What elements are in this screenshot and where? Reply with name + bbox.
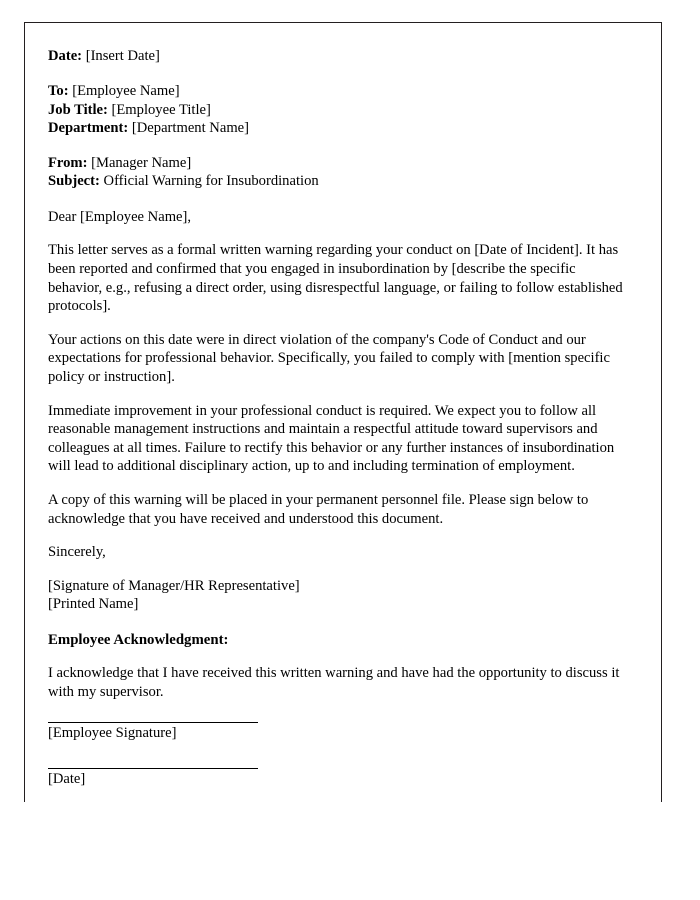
field-job-title-value: [Employee Title] [111,101,211,118]
spacer [48,649,623,664]
field-to [48,82,623,100]
spacer [48,226,623,241]
employee-date-caption: [Date] [48,771,86,788]
field-subject-value: Official Warning for Insubordination [103,173,319,190]
field-date [48,47,623,65]
paragraph-personnel-file: A copy of this warning will be placed in your permanent personnel file. Please sign below to acknowledge that you have received and understood this document. [48,491,589,527]
field-from [48,154,623,172]
field-date-value: [Insert Date] [85,48,160,64]
spacer [48,562,623,577]
salutation: Dear [Employee Name], [48,208,192,225]
field-from-value: [Manager Name] [91,155,192,172]
manager-printed-name-placeholder: [Printed Name] [48,596,139,613]
spacer [48,137,623,154]
employee-signature-rule[interactable] [48,722,258,723]
spacer [48,742,623,768]
paragraph-incident: This letter serves as a formal written warning regarding your conduct on [Date of Incident]. It has been reported and confirmed that you engaged in insubordination by [describe the specific behavior, e.g., refusing a direct order, using disrespectful language, or failing to follow established protocols]. [48,242,623,315]
field-department-value: [Department Name] [131,119,250,136]
spacer [48,476,623,491]
field-department [48,119,623,137]
field-subject-label: Subject: [48,173,100,190]
field-to-value: [Employee Name] [72,83,180,100]
employee-signature-caption: [Employee Signature] [48,724,177,741]
spacer [48,316,623,331]
spacer [48,65,623,82]
field-subject [48,172,623,190]
employee-date-group [48,768,623,789]
spacer [48,614,623,631]
spacer [48,191,623,208]
acknowledgment-text: I acknowledge that I have received this written warning and have had the opportunity to discuss it with my supervisor. [48,665,620,701]
paragraph-violation: Your actions on this date were in direct violation of the company's Code of Conduct and our expectations for professional behavior. Specifically, you failed to comply with [mention specific policy or instruction]. [48,331,610,385]
field-to-label: To: [48,83,69,100]
closing: Sincerely, [48,544,106,561]
employee-signature-group [48,722,623,743]
field-from-label: From: [48,155,88,172]
field-department-label: Department: [48,119,129,136]
acknowledgment-heading: Employee Acknowledgment: [48,631,229,648]
field-date-label: Date: [48,48,83,64]
field-job-title-label: Job Title: [48,101,108,118]
paragraph-expectations: Immediate improvement in your professional conduct is required. We expect you to follow all reasonable management instructions and maintain a respectful attitude toward supervisors and colleagues at all times. Failure to rectify this behavior or any further instances of insubordination will lead to additional disciplinary action, up to and including termination of employment. [48,402,615,475]
document-body [48,47,623,789]
employee-date-rule[interactable] [48,768,258,769]
field-job-title [48,101,623,119]
spacer [48,387,623,402]
manager-signature-placeholder: [Signature of Manager/HR Representative] [48,577,300,594]
spacer [48,528,623,543]
document-page [24,22,662,802]
